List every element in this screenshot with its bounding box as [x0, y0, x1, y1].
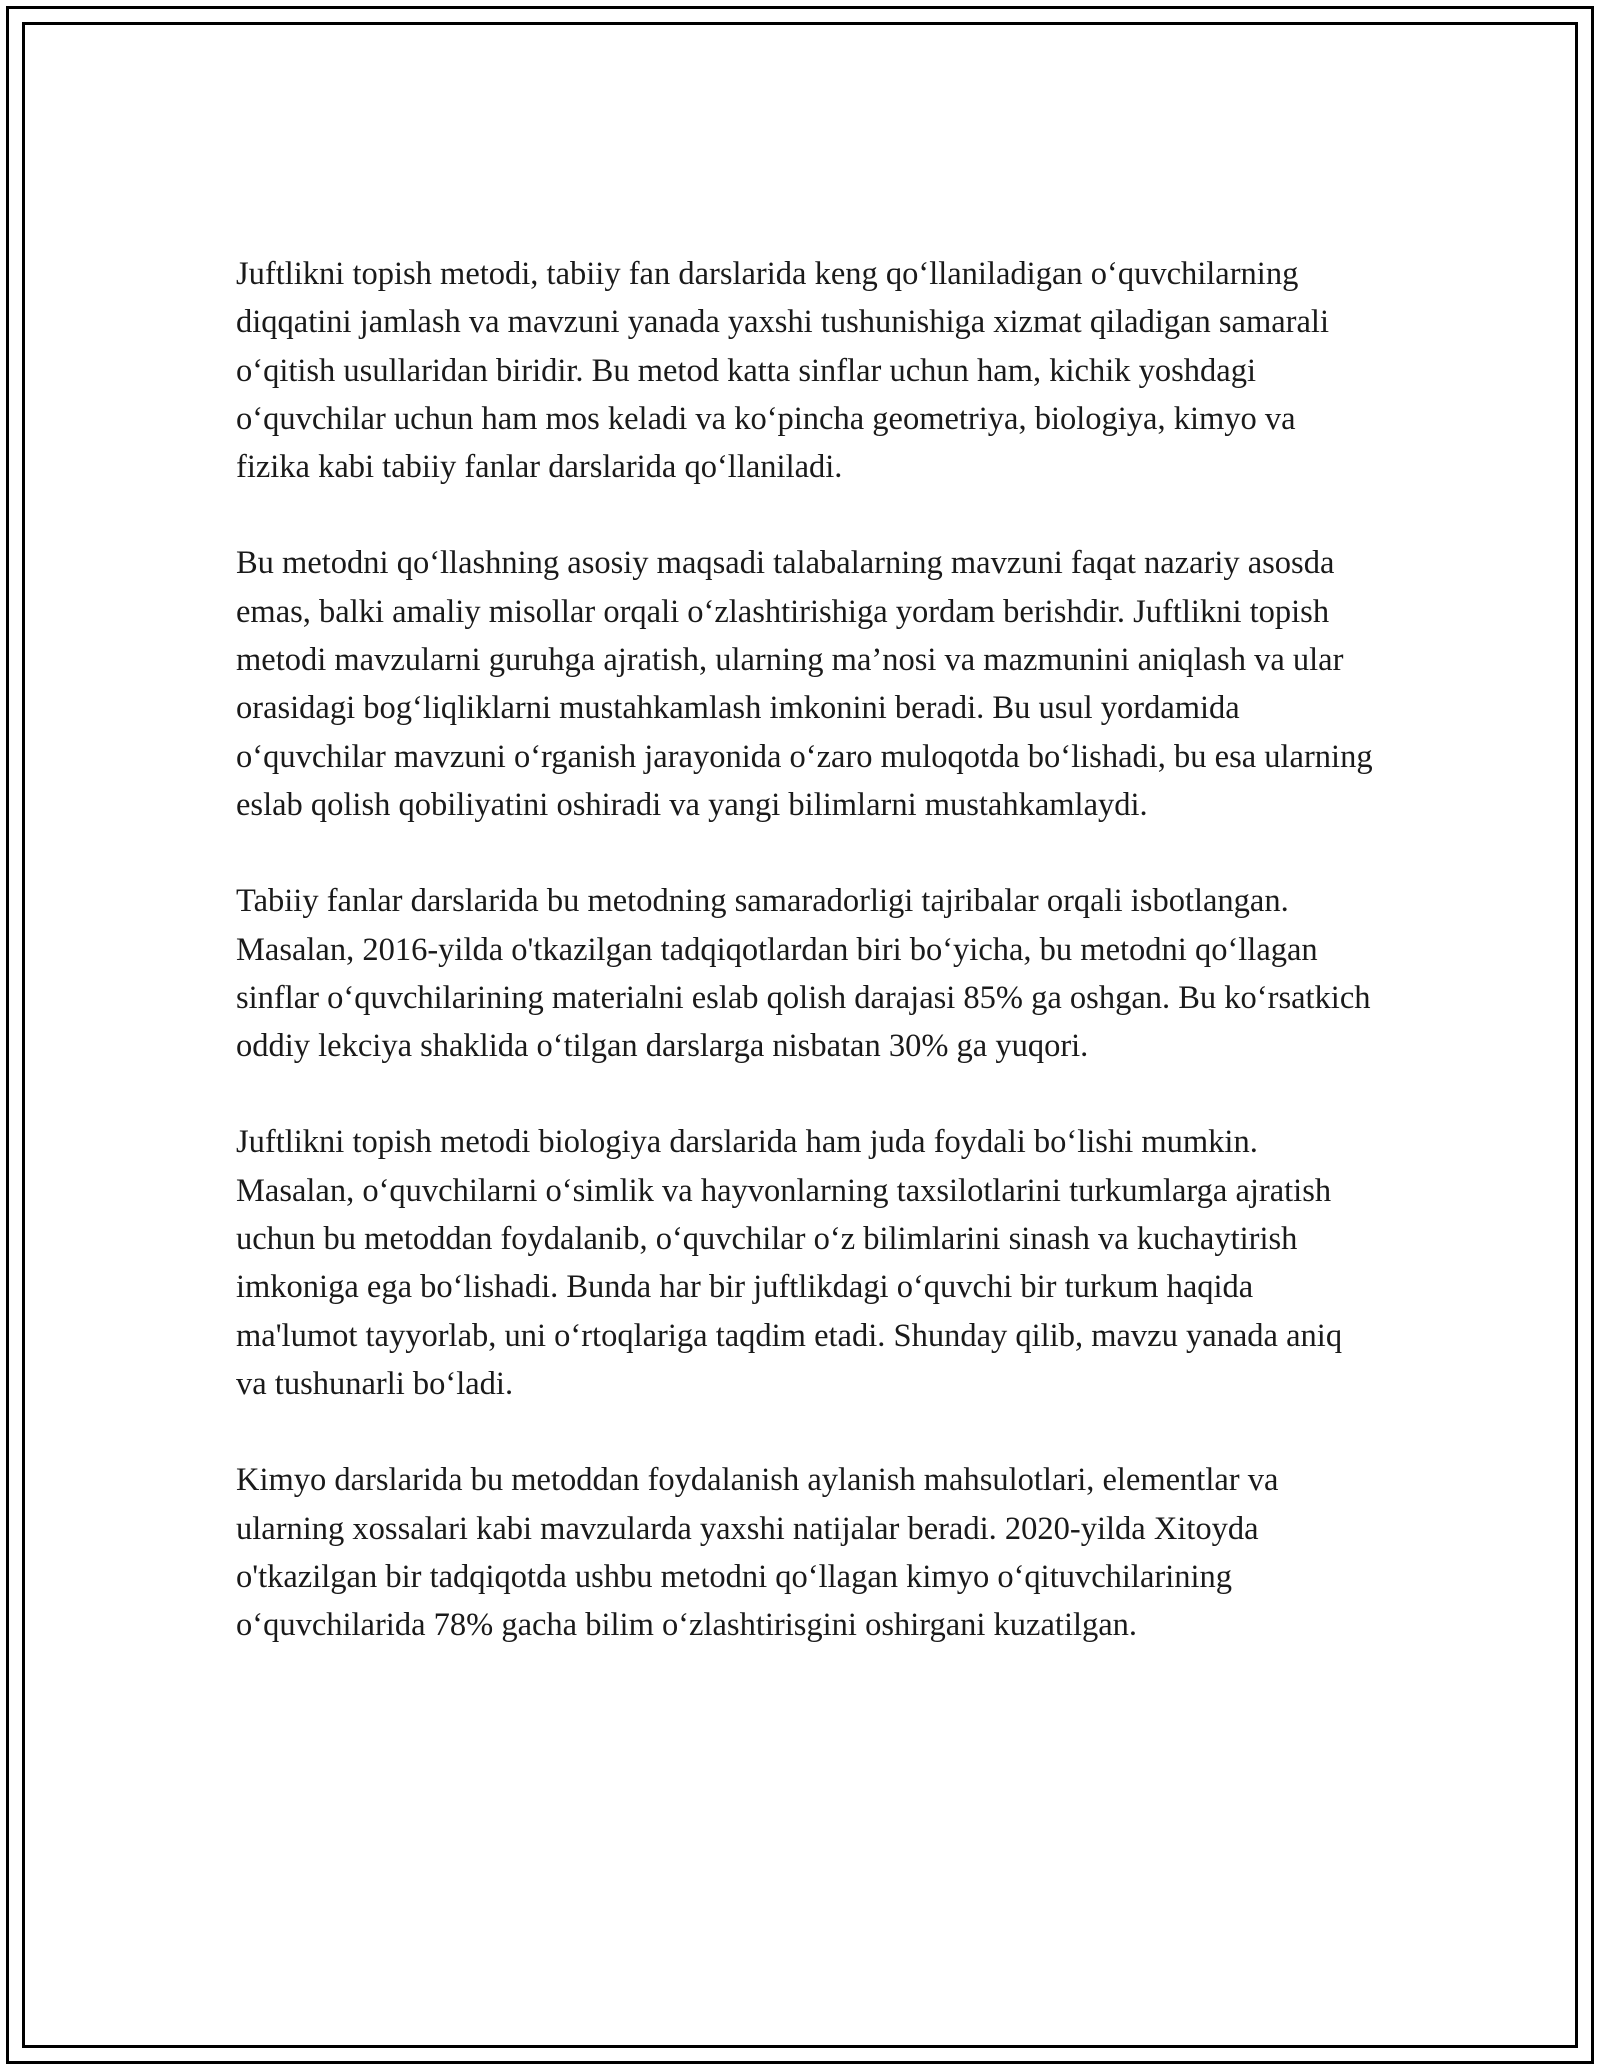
paragraph-5: Kimyo darslarida bu metoddan foydalanish aylanish mahsulotlari, elementlar va ularning xossalari kabi mavzularda yaxshi natijalar beradi. 2020-yilda Xitoyda o'tkazilgan bir tadqiqotda ushbu metodni qo‘llagan kimyo o‘qituvchilarining o‘quvchilarida 78% gacha bilim o‘zlashtirisgini oshirgani kuzatilgan. — [236, 1462, 1279, 1644]
paragraph-4: Juftlikni topish metodi biologiya darslarida ham juda foydali bo‘lishi mumkin. Masalan, o‘quvchilarni o‘simlik va hayvonlarning taxsilotlarini turkumlarga ajratish uchun bu metoddan foydalanib, o‘quvchilar o‘z bilimlarini sinash va kuchaytirish imkoniga ega bo‘lishadi. Bunda har bir juftlikdagi o‘quvchi bir turkum haqida ma'lumot tayyorlab, uni o‘rtoqlariga taqdim etadi. Shunday qilib, mavzu yanada aniq va tushunarli bo‘ladi. — [236, 1124, 1343, 1402]
paragraph-2: Bu metodni qo‘llashning asosiy maqsadi talabalarning mavzuni faqat nazariy asosda emas, balki amaliy misollar orqali o‘zlashtirishiga yordam berishdir. Juftlikni topish metodi mavzularni guruhga ajratish, ularning ma’nosi va mazmunini aniqlash va ular orasidagi bog‘liqliklarni mustahkamlash imkonini beradi. Bu usul yordamida o‘quvchilar mavzuni o‘rganish jarayonida o‘zaro muloqotda bo‘lishadi, bu esa ularning eslab qolish qobiliyatini oshiradi va yangi bilimlarni mustahkamlaydi. — [236, 545, 1373, 823]
paragraph-3: Tabiiy fanlar darslarida bu metodning samaradorligi tajribalar orqali isbotlangan. Masalan, 2016-yilda o'tkazilgan tadqiqotlardan biri bo‘yicha, bu metodni qo‘llagan sinflar o‘quvchilarining materialni eslab qolish darajasi 85% ga oshgan. Bu ko‘rsatkich oddiy lekciya shaklida o‘tilgan darslarga nisbatan 30% ga yuqori. — [236, 883, 1371, 1065]
paragraph-1: Juftlikni topish metodi, tabiiy fan darslarida keng qo‘llaniladigan o‘quvchilarning diqqatini jamlash va mavzuni yanada yaxshi tushunishiga xizmat qiladigan samarali o‘qitish usullaridan biridir. Bu metod katta sinflar uchun ham, kichik yoshdagi o‘quvchilar uchun ham mos keladi va ko‘pincha geometriya, biologiya, kimyo va fizika kabi tabiiy fanlar darslarida qo‘llaniladi. — [236, 256, 1329, 486]
document-body — [236, 250, 1376, 1697]
